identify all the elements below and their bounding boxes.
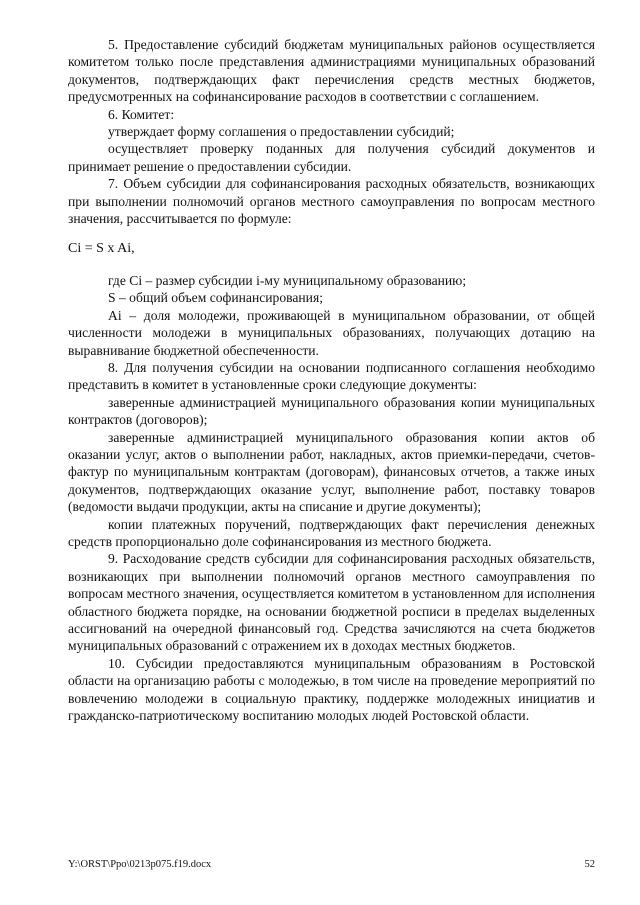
paragraph-8-item-1: заверенные администрацией муниципального образования копии муниципальных контрактов (договоров);: [68, 394, 595, 428]
paragraph-8-item-2: заверенные администрацией муниципального образования копии актов об оказании услуг, актов о выполнении работ, накладных, актов приемки-передачи, счетов-фактур по муниципальным контрактам (договорам), финансовых отчетов, а также иных документов, подтверждающих оказание услуг, выполнение работ, поставку товаров (ведомости выдачи продукции, акты на списание и другие документы);: [68, 429, 595, 515]
file-path: Y:\ORST\Ppo\0213p075.f19.docx: [68, 859, 212, 870]
paragraph-6-item-1: утверждает форму соглашения о предоставлении субсидий;: [108, 124, 455, 140]
paragraph-8-item-3: копии платежных поручений, подтверждающих факт перечисления денежных средств пропорционально доле софинансирования из местного бюджета.: [68, 516, 595, 549]
paragraph-5: 5. Предоставление субсидий бюджетам муниципальных районов осуществляется комитетом только после представления администрациями муниципальных образований документов, подтверждающих факт перечисления средств местных бюджетов, предусмотренных на софинансирование расходов в соответствии с соглашением.: [68, 37, 595, 105]
page-number: 52: [584, 859, 595, 870]
paragraph-8: 8. Для получения субсидии на основании подписанного соглашения необходимо представить в комитет в установленные сроки следующие документы:: [68, 359, 595, 393]
paragraph-6-item-2: осуществляет проверку поданных для получения субсидий документов и принимает решение о предоставлении субсидии.: [68, 141, 595, 174]
subsidy-formula: Ci = S x Ai,: [68, 241, 135, 257]
formula-definition-s: S – общий объем софинансирования;: [108, 290, 323, 306]
formula-definition-ai: Ai – доля молодежи, проживающей в муниципальном образовании, от общей численности молодежи в муниципальных образованиях, получающих дотацию на выравнивание бюджетной обеспеченности.: [68, 307, 595, 358]
formula-definition-ci: где Ci – размер субсидии i-му муниципальному образованию;: [108, 272, 467, 288]
paragraph-10: 10. Субсидии предоставляются муниципальным образованиям в Ростовской области на организацию работы с молодежью, в том числе на проведение мероприятий по вовлечению молодежи в социальную практику, поддержке молодежных инициатив и гражданско-патриотическому воспитанию молодых людей Ростовской области.: [68, 655, 595, 724]
paragraph-9: 9. Расходование средств субсидии для софинансирования расходных обязательств, возникающих при выполнении полномочий органов местного самоуправления по вопросам местного значения, осуществляется комитетом в установленном для исполнения областного бюджета порядке, на основании бюджетной росписи в пределах выделенных ассигнований на очередной финансовый год. Средства зачисляются на счета бюджетов муниципальных образований с отражением их в доходах местных бюджетов.: [68, 551, 595, 654]
paragraph-7: 7. Объем субсидии для софинансирования расходных обязательств, возникающих при выполнении полномочий органов местного самоуправления по вопросам местного значения, рассчитывается по формуле:: [68, 176, 595, 227]
document-body: [68, 36, 595, 724]
paragraph-6-heading: 6. Комитет:: [108, 106, 175, 122]
